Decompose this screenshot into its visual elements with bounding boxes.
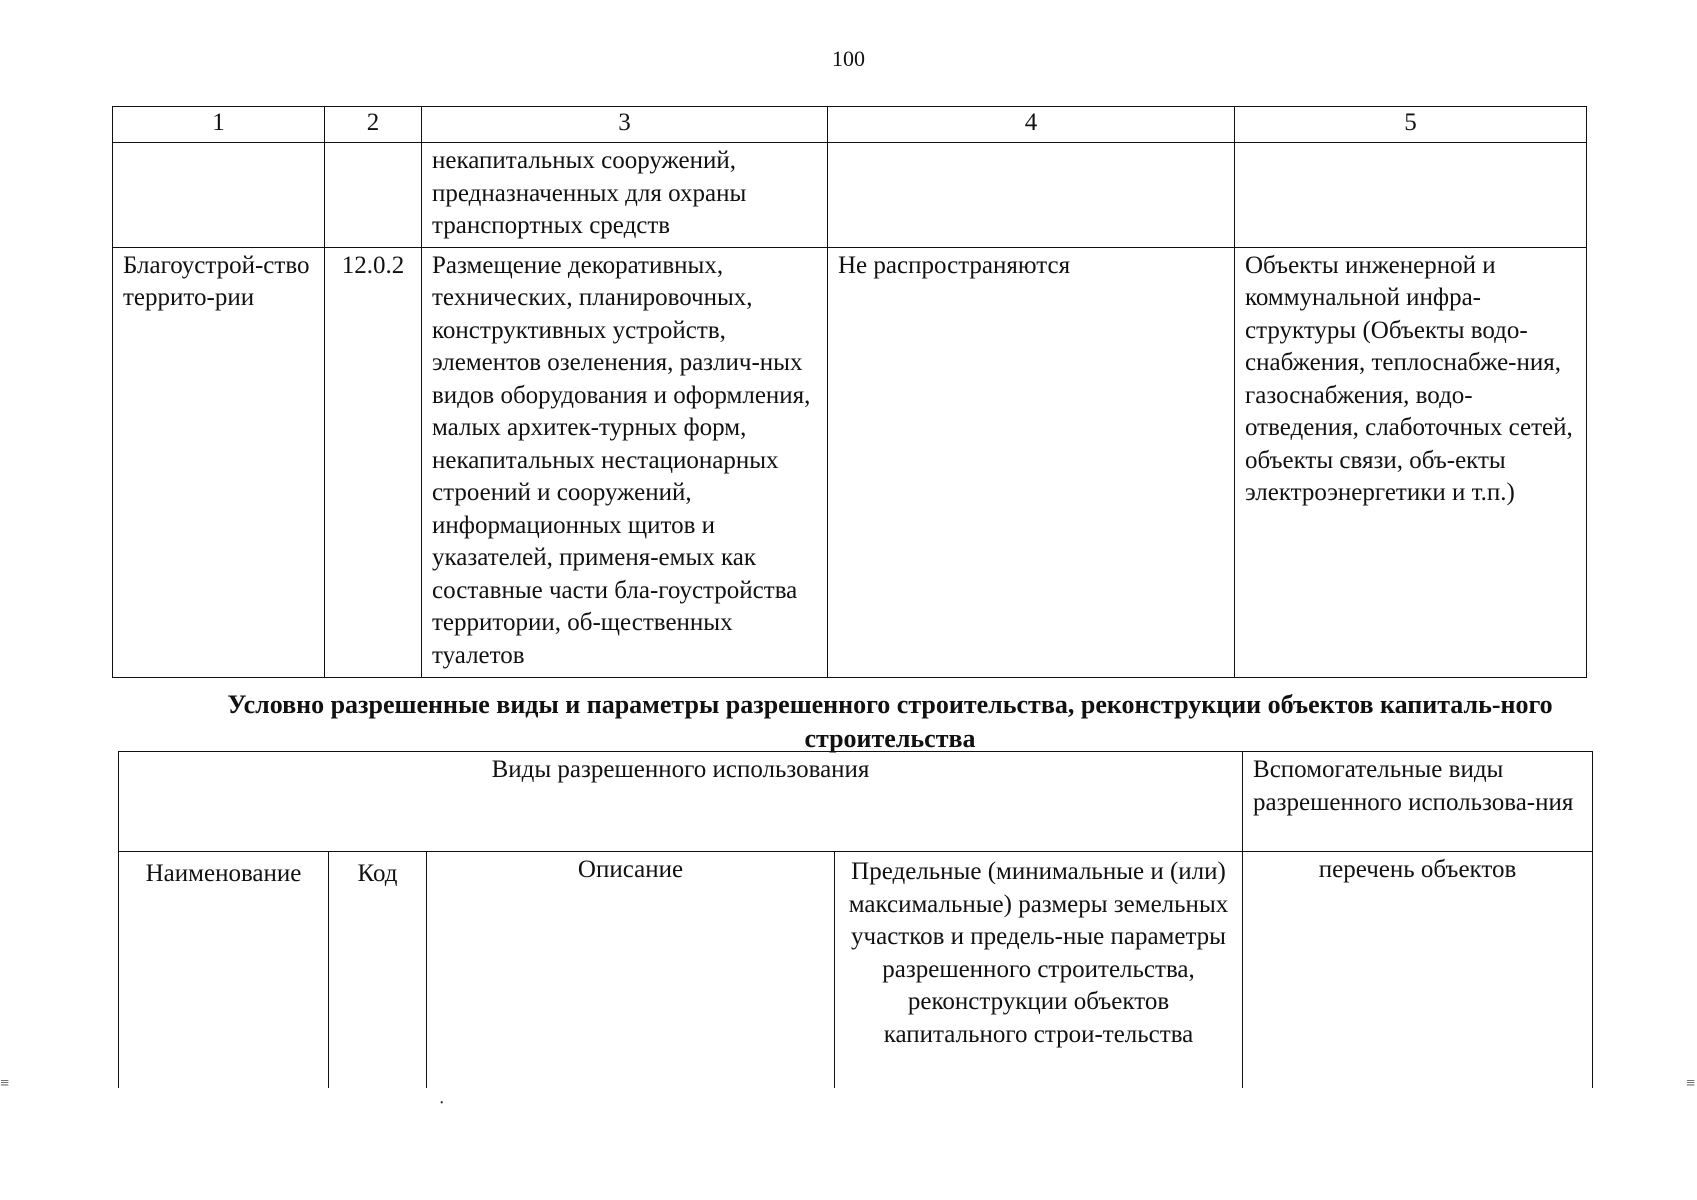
group-header-row	[119, 752, 1593, 852]
column-header-row	[119, 852, 1593, 1088]
table-row	[113, 247, 1587, 677]
column-number-4: 4	[828, 107, 1235, 143]
use-parameters-cell: Не распространяются	[828, 247, 1235, 677]
name-column-header: Наименование	[119, 852, 329, 1088]
column-number-2: 2	[325, 107, 422, 143]
use-name-cell	[113, 143, 325, 248]
use-name-cell: Благоустрой-ство террито-рии	[113, 247, 325, 677]
code-column-header: Код	[329, 852, 427, 1088]
scan-edge-mark: ≡	[1685, 1075, 1695, 1092]
column-number-5: 5	[1235, 107, 1587, 143]
use-code-cell	[325, 143, 422, 248]
auxiliary-uses-cell: Объекты инженерной и коммунальной инфра-структуры (Объекты водо-снабжения, теплоснабже-ния, газоснабжения, водо-отведения, слаботочных сетей, объекты связи, объ-екты электроэнергетики и т.п.)	[1235, 247, 1587, 677]
parameters-column-header: Предельные (минимальные и (или) максимальные) размеры земельных участков и предель-ные параметры разрешенного строительства, реконструкции объектов капитального строи-тельства	[835, 852, 1243, 1088]
use-parameters-cell	[828, 143, 1235, 248]
column-number-1: 1	[113, 107, 325, 143]
page-number: 100	[832, 46, 865, 71]
permitted-uses-group-header: Виды разрешенного использования	[119, 752, 1243, 852]
table-row	[113, 143, 1587, 248]
section-title: Условно разрешенные виды и параметры разрешенного строительства, реконструкции объектов капиталь-ного строительства	[227, 690, 1553, 753]
column-number-row	[113, 107, 1587, 143]
auxiliary-uses-header: Вспомогательные виды разрешенного использова-ния	[1243, 752, 1593, 852]
use-code-cell: 12.0.2	[325, 247, 422, 677]
auxiliary-list-header: перечень объектов	[1243, 852, 1593, 1088]
use-description-cell: Размещение декоративных, технических, планировочных, конструктивных устройств, элементов озеленения, различ-ных видов оборудования и оформления, малых архитек-турных форм, некапитальных нестационарных строений и сооружений, информационных щитов и указателей, применя-емых как составные части бла-гоустройства территории, об-щественных туалетов	[422, 247, 828, 677]
permitted-uses-table-continued	[112, 106, 1587, 678]
scan-edge-mark: ≡	[0, 1075, 10, 1092]
auxiliary-uses-cell	[1235, 143, 1587, 248]
use-description-cell: некапитальных сооружений, предназначенных для охраны транспортных средств	[422, 143, 828, 248]
scan-dot: •	[440, 1098, 444, 1109]
description-column-header: Описание	[427, 852, 835, 1088]
conditional-uses-table	[118, 751, 1593, 1088]
column-number-3: 3	[422, 107, 828, 143]
